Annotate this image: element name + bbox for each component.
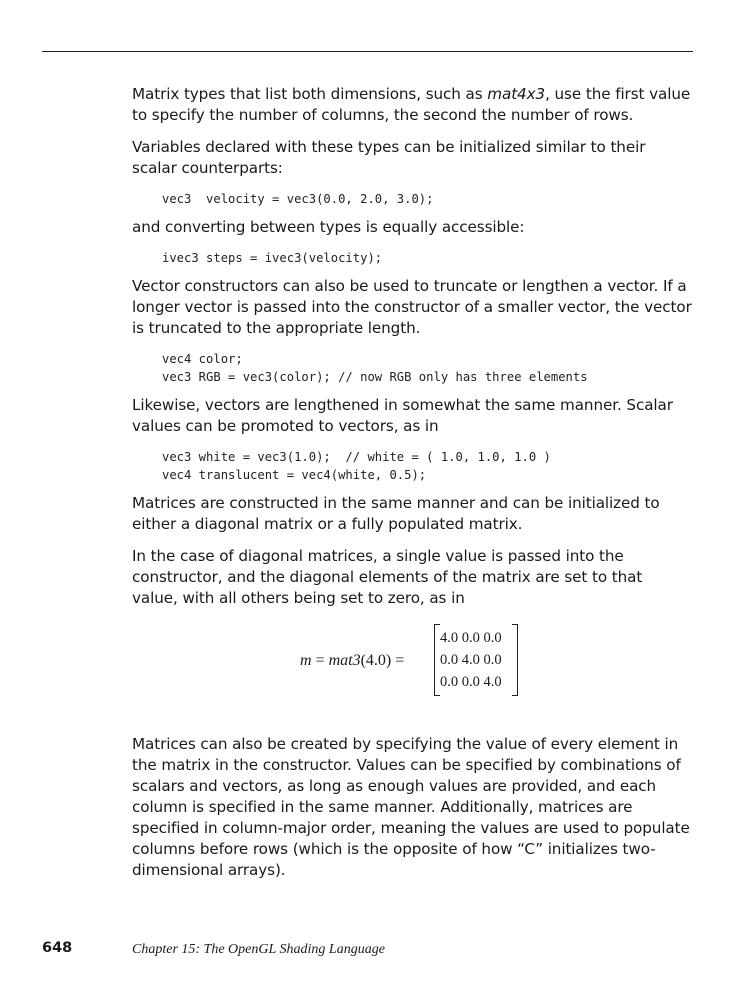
matrix-right-bracket [512, 624, 518, 696]
p1-text-a: Matrix types that list both dimensions, such as [132, 85, 488, 103]
equation-equals-1: = [311, 652, 329, 669]
paragraph-diagonal: In the case of diagonal matrices, a single value is passed into the constructor, and the diagonal elements of the matrix are set to that value, with all others being set to zero, as in [132, 547, 643, 607]
paragraph-converting: and converting between types is equally accessible: [132, 218, 525, 236]
paragraph-matrices-constructed: Matrices are constructed in the same manner and can be initialized to either a diagonal matrix or a fully populated matrix. [132, 494, 660, 533]
chapter-title: Chapter 15: The OpenGL Shading Language [132, 942, 385, 957]
paragraph-vector-constructors: Vector constructors can also be used to truncate or lengthen a vector. If a longer vector is passed into the constructor of a smaller vector, the vector is truncated to the appropriate length. [132, 277, 692, 337]
page-number: 648 [42, 940, 73, 956]
matrix-row: 0.0 0.0 4.0 [440, 674, 502, 690]
p1-text-b: , use the first value to specify the number of columns, the second the number of rows. [132, 85, 691, 124]
code-velocity: vec3 velocity = vec3(0.0, 2.0, 3.0); [162, 192, 434, 206]
header-rule [42, 51, 693, 52]
paragraph-every-element: Matrices can also be created by specifying the value of every element in the matrix in the constructor. Values can be specified by combinations of scalars and vectors, as long as enough values are provided, and each column is specified in the same manner. Additionally, matrices are specified in column-major order, meaning the values are used to populate columns before rows (which is the opposite of how “C” initializes two-dimensional arrays). [132, 735, 690, 879]
paragraph-variables: Variables declared with these types can be initialized similar to their scalar counterparts: [132, 138, 646, 177]
code-color-rgb: vec4 color; vec3 RGB = vec3(color); // now RGB only has three elements [162, 352, 588, 384]
code-white-translucent: vec3 white = vec3(1.0); // white = ( 1.0, 1.0, 1.0 ) vec4 translucent = vec4(white, 0.5); [162, 450, 551, 482]
equation-func: mat3 [328, 652, 361, 669]
page-body [132, 84, 692, 892]
equation-equals-2: = [391, 652, 405, 669]
p1-emphasis: mat4x3 [487, 85, 546, 103]
matrix [434, 624, 518, 696]
code-steps: ivec3 steps = ivec3(velocity); [162, 251, 383, 265]
matrix-row: 0.0 4.0 0.0 [440, 652, 502, 668]
paragraph-lengthened: Likewise, vectors are lengthened in somewhat the same manner. Scalar values can be promoted to vectors, as in [132, 396, 673, 435]
equation-arg: (4.0) [360, 652, 392, 669]
paragraph-matrix-types [132, 84, 692, 126]
equation-lhs [300, 652, 404, 670]
diagonal-matrix-equation [132, 620, 692, 712]
equation-m: m [300, 652, 312, 669]
matrix-row: 4.0 0.0 0.0 [440, 630, 502, 646]
